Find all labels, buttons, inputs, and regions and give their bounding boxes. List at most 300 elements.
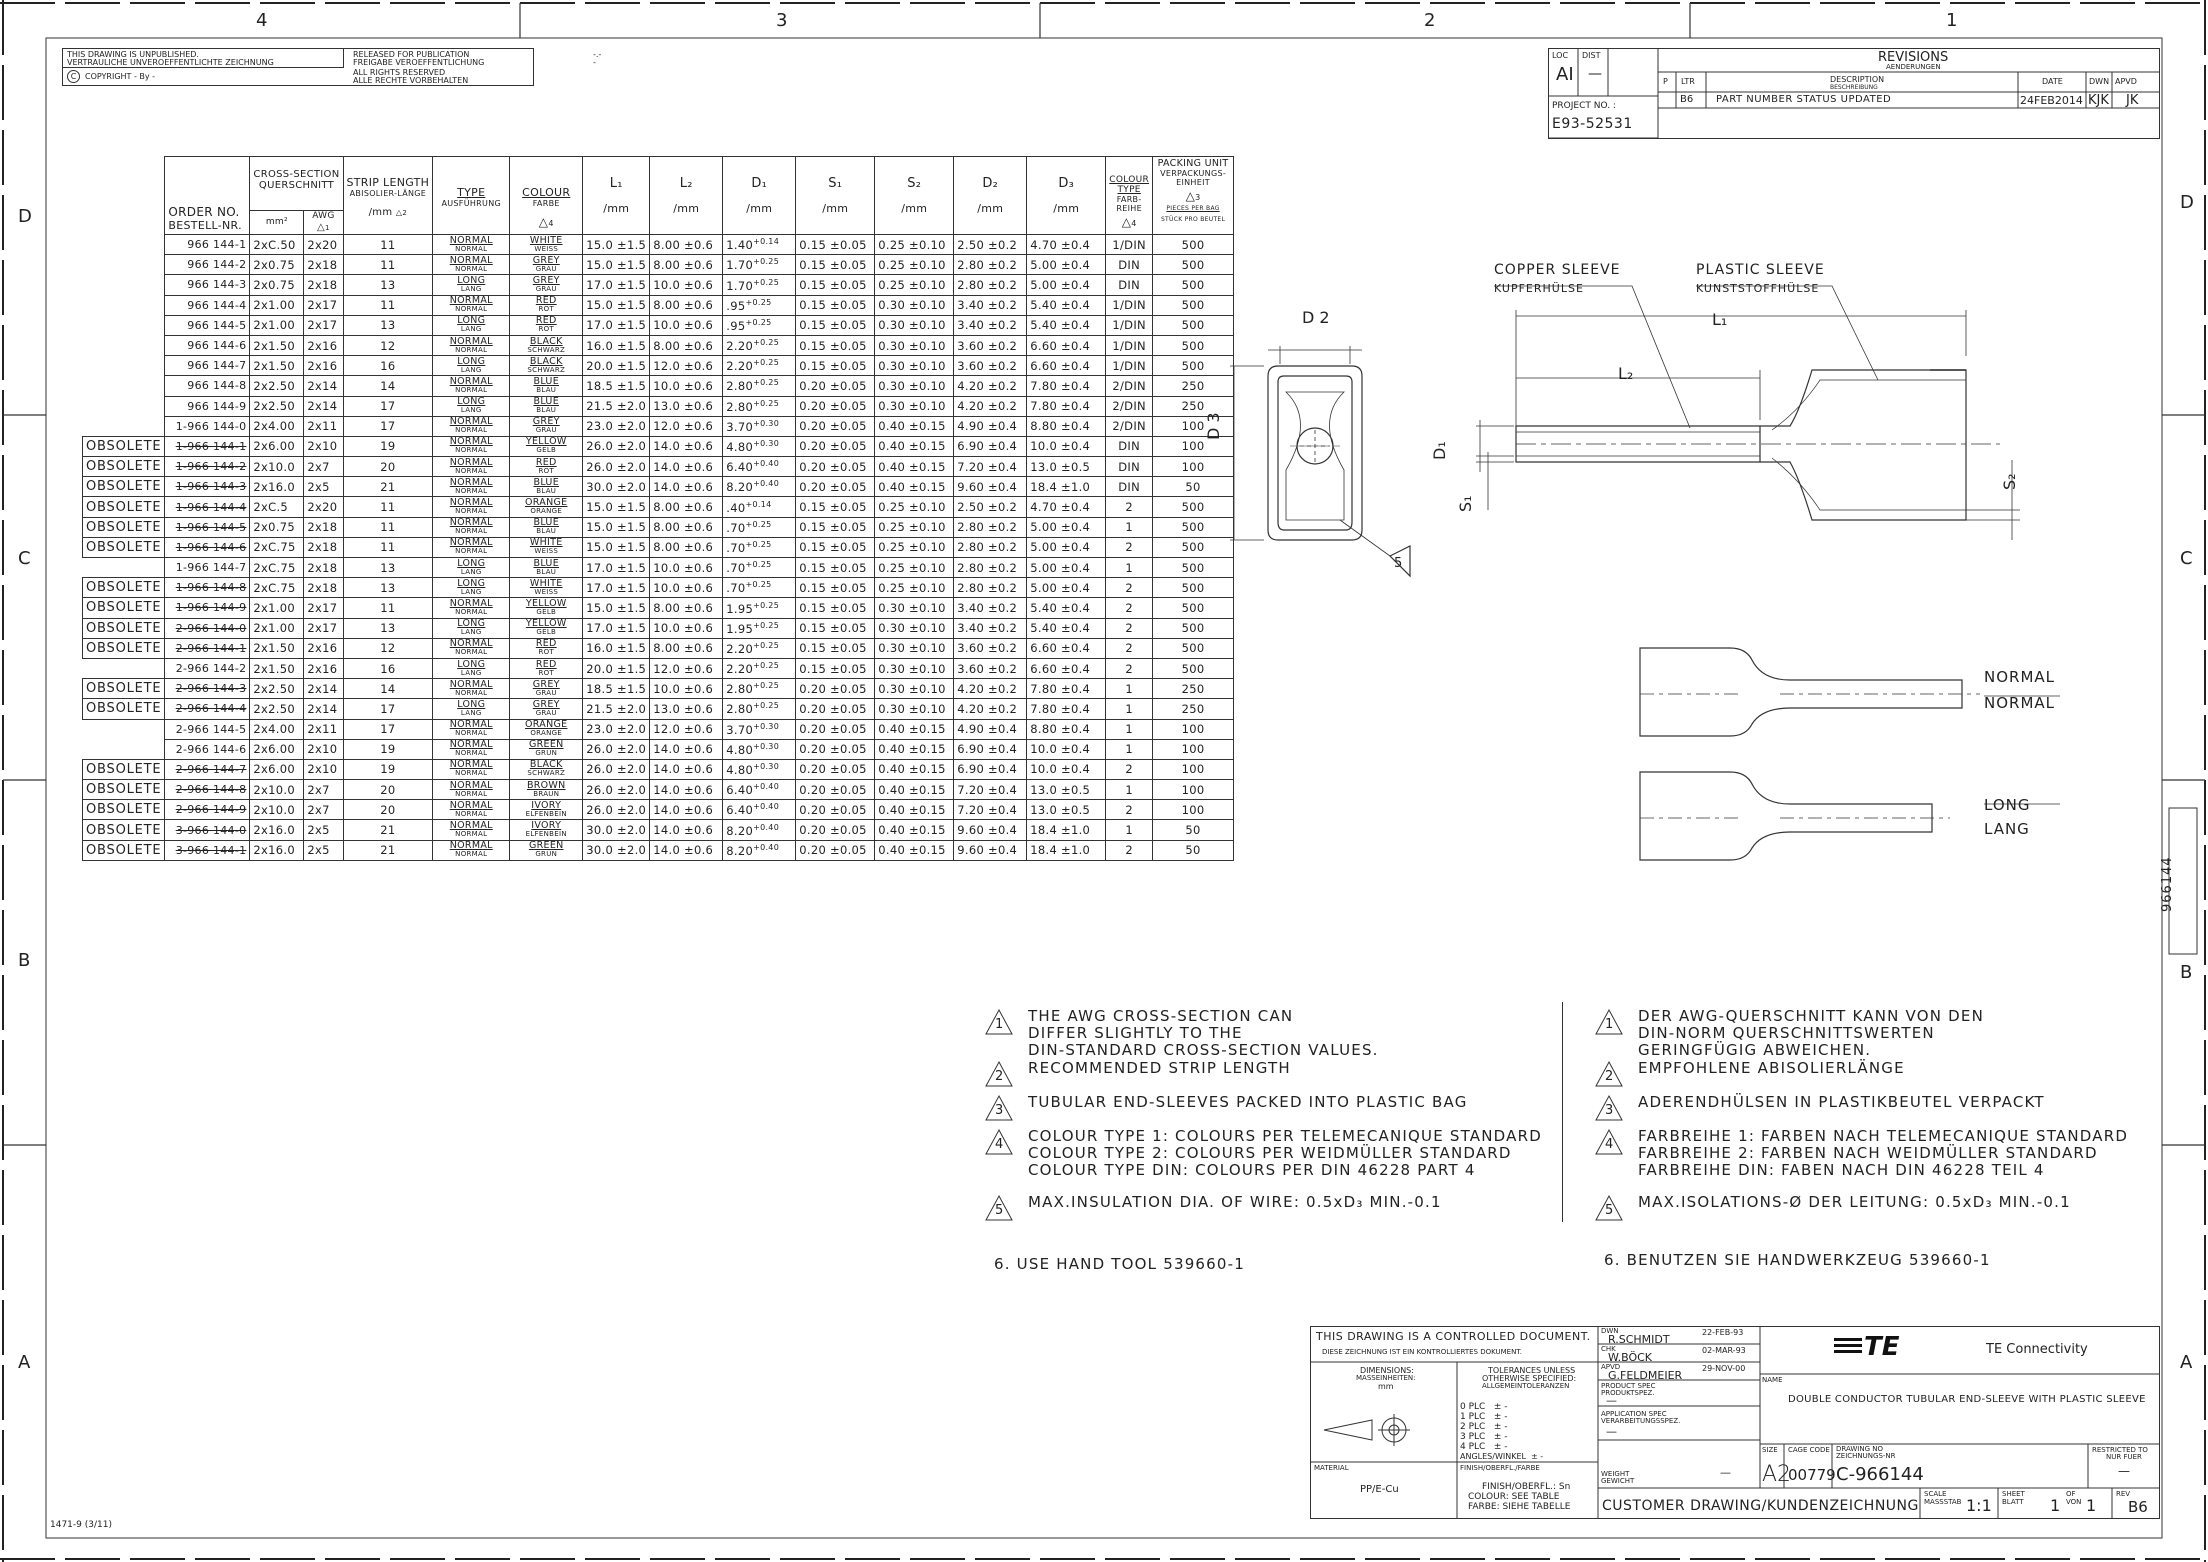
note-line: FARBREIHE DIN: FABEN NACH DIN 46228 TEIL 4 xyxy=(1638,1161,2045,1179)
type-label: NORMAL xyxy=(449,719,493,731)
colour-label-de: GELB xyxy=(536,446,557,455)
type-label-de: NORMAL xyxy=(455,850,488,859)
part-number-rows xyxy=(83,235,1234,861)
strip-length-cell: 16 xyxy=(343,658,433,678)
tolerances-label: TOLERANCES UNLESS xyxy=(1488,1366,1576,1375)
l2-cell: 14.0 ±0.6 xyxy=(650,477,723,497)
order-number-cell: 2-966 144-8 xyxy=(165,780,250,800)
d3-cell: 6.60 ±0.4 xyxy=(1027,638,1106,658)
of-label: OF xyxy=(2066,1490,2076,1498)
strip-length-cell: 17 xyxy=(343,699,433,719)
type-label: LONG xyxy=(457,355,486,367)
unpublished-text-de: VERTRAULICHE UNVEROEFFENTLICHTE ZEICHNUNG xyxy=(67,58,274,67)
hdr-strip: STRIP LENGTH xyxy=(346,176,430,189)
side-tab-label: 966144 xyxy=(2160,856,2175,912)
d1-cell xyxy=(723,598,796,618)
table-row xyxy=(83,759,1234,779)
colour-cell xyxy=(510,820,583,840)
status-cell: OBSOLETE xyxy=(83,618,165,638)
type-label-de: LANG xyxy=(460,325,482,334)
d2-cell: 4.20 ±0.2 xyxy=(954,376,1027,396)
l1-cell: 16.0 ±1.5 xyxy=(583,335,650,355)
strip-length-cell: 14 xyxy=(343,679,433,699)
type-label-de: LANG xyxy=(460,365,482,374)
packing-unit-cell: 250 xyxy=(1153,679,1234,699)
d2-cell: 9.60 ±0.4 xyxy=(954,477,1027,497)
colour-type-cell: 2/DIN xyxy=(1106,416,1153,436)
l1-cell: 26.0 ±2.0 xyxy=(583,436,650,456)
hdr-l2: L₂ xyxy=(679,175,693,191)
colour-cell xyxy=(510,800,583,820)
awg-cell: 2x17 xyxy=(304,598,343,618)
colour-label: GREEN xyxy=(528,840,564,852)
d3-cell: 5.40 ±0.4 xyxy=(1027,618,1106,638)
cross-section-cell: 2x6.00 xyxy=(250,759,304,779)
order-number-cell: 2-966 144-6 xyxy=(165,739,250,759)
zone-label-4: 4 xyxy=(256,10,268,31)
s2-cell: 0.40 ±0.15 xyxy=(875,436,954,456)
d2-cell: 7.20 ±0.4 xyxy=(954,780,1027,800)
note-number: 3 xyxy=(1605,1103,1614,1118)
table-row xyxy=(83,517,1234,537)
finish-value: FINISH/OBERFL.: Sn xyxy=(1482,1482,1571,1492)
status-cell: OBSOLETE xyxy=(83,679,165,699)
l1-cell: 21.5 ±2.0 xyxy=(583,396,650,416)
s2-cell: 0.25 ±0.10 xyxy=(875,558,954,578)
packing-unit-cell: 500 xyxy=(1153,578,1234,598)
dim-s2: S₂ xyxy=(2000,473,2019,490)
colour-label: BLACK xyxy=(529,355,563,367)
type-cell xyxy=(433,457,510,477)
rev-row-ltr: B6 xyxy=(1680,94,1694,105)
order-number-cell: 1-966 144-7 xyxy=(165,558,250,578)
hdr-awg: AWG xyxy=(312,211,335,221)
note-1-icon: △1 xyxy=(317,222,330,233)
l1-cell: 30.0 ±2.0 xyxy=(583,477,650,497)
colour-cell xyxy=(510,477,583,497)
d1-tolerance: +0.25 xyxy=(753,681,780,691)
d1-value: 6.40 xyxy=(726,803,754,818)
packing-unit-cell: 250 xyxy=(1153,396,1234,416)
cross-section-cell: 2x1.50 xyxy=(250,356,304,376)
awg-cell: 2x7 xyxy=(304,800,343,820)
l1-cell: 23.0 ±2.0 xyxy=(583,719,650,739)
l1-cell: 18.5 ±1.5 xyxy=(583,376,650,396)
note-line: THE AWG CROSS-SECTION CAN xyxy=(1028,1007,1294,1025)
hdr-pack-pcs: PIECES PER BAG xyxy=(1166,205,1220,212)
type-label: NORMAL xyxy=(449,335,493,347)
d1-value: 2.80 xyxy=(726,399,754,414)
size-label: SIZE xyxy=(1762,1446,1778,1454)
note-number: 5 xyxy=(995,1203,1004,1218)
awg-cell: 2x18 xyxy=(304,558,343,578)
table-row xyxy=(83,719,1234,739)
awg-cell: 2x17 xyxy=(304,618,343,638)
s1-cell: 0.20 ±0.05 xyxy=(796,739,875,759)
colour-label-de: BLAU xyxy=(536,567,557,576)
s1-cell: 0.20 ±0.05 xyxy=(796,699,875,719)
table-row xyxy=(83,699,1234,719)
released-text-de: FREIGABE VEROEFFENTLICHUNG xyxy=(353,58,485,67)
table-row xyxy=(83,558,1234,578)
type-label-de: NORMAL xyxy=(455,789,488,798)
d2-cell: 3.60 ±0.2 xyxy=(954,638,1027,658)
chk-label: CHK xyxy=(1601,1345,1616,1353)
awg-cell: 2x16 xyxy=(304,356,343,376)
order-number-cell: 966 144-2 xyxy=(165,255,250,275)
d3-cell: 13.0 ±0.5 xyxy=(1027,780,1106,800)
s2-cell: 0.30 ±0.10 xyxy=(875,618,954,638)
table-row xyxy=(83,537,1234,557)
packing-unit-cell: 100 xyxy=(1153,719,1234,739)
colour-type-cell: 1 xyxy=(1106,780,1153,800)
dist-label: DIST xyxy=(1582,51,1601,60)
material-label: MATERIAL xyxy=(1314,1464,1349,1472)
d1-cell xyxy=(723,780,796,800)
d1-value: .70 xyxy=(726,581,746,596)
type-cell xyxy=(433,537,510,557)
colour-label: RED xyxy=(535,295,557,307)
finish-value-3: FARBE: SIEHE TABELLE xyxy=(1468,1502,1571,1512)
type-label-de: NORMAL xyxy=(455,729,488,738)
note-number: 3 xyxy=(995,1103,1004,1118)
l1-cell: 23.0 ±2.0 xyxy=(583,416,650,436)
type-label: NORMAL xyxy=(449,416,493,428)
rev-col-desc: DESCRIPTION xyxy=(1830,75,1885,84)
zone-label-b-left: B xyxy=(18,950,31,971)
status-cell xyxy=(83,739,165,759)
d1-tolerance: +0.30 xyxy=(753,762,780,772)
hdr-d3-unit: /mm xyxy=(1053,201,1080,215)
hdr-ctype: COLOUR TYPE xyxy=(1109,175,1150,195)
l1-cell: 30.0 ±2.0 xyxy=(583,820,650,840)
strip-length-cell: 17 xyxy=(343,719,433,739)
rev-row-desc: PART NUMBER STATUS UPDATED xyxy=(1716,94,1892,105)
d1-value: 4.80 xyxy=(726,762,754,777)
l2-cell: 8.00 ±0.6 xyxy=(650,537,723,557)
d1-tolerance: +0.14 xyxy=(753,237,780,247)
packing-unit-cell: 500 xyxy=(1153,598,1234,618)
d1-tolerance: +0.25 xyxy=(753,378,780,388)
l1-cell: 21.5 ±2.0 xyxy=(583,699,650,719)
dim-l1: L₁ xyxy=(1712,310,1728,329)
d1-cell xyxy=(723,679,796,699)
d1-tolerance: +0.30 xyxy=(753,741,780,751)
colour-label-de: ORANGE xyxy=(530,507,563,516)
cross-section-cell: 2x6.00 xyxy=(250,436,304,456)
packing-unit-cell: 500 xyxy=(1153,356,1234,376)
cross-section-cell: 2x6.00 xyxy=(250,739,304,759)
strip-length-cell: 11 xyxy=(343,295,433,315)
type-label-de: NORMAL xyxy=(455,446,488,455)
s1-cell: 0.20 ±0.05 xyxy=(796,820,875,840)
l1-cell: 30.0 ±2.0 xyxy=(583,840,650,860)
rights-text: ALL RIGHTS RESERVED xyxy=(353,68,446,77)
packing-unit-cell: 100 xyxy=(1153,759,1234,779)
plc-3: 3 PLC ± - xyxy=(1460,1432,1508,1442)
d1-tolerance: +0.40 xyxy=(753,782,780,792)
packing-unit-cell: 100 xyxy=(1153,800,1234,820)
note-line: MAX.INSULATION DIA. OF WIRE: 0.5xD₃ MIN.-0.1 xyxy=(1028,1193,1442,1211)
note-triangle-icon xyxy=(984,1194,1014,1222)
s1-cell: 0.20 ±0.05 xyxy=(796,719,875,739)
s1-cell: 0.20 ±0.05 xyxy=(796,780,875,800)
d1-tolerance: +0.25 xyxy=(753,701,780,711)
colour-type-cell: 1 xyxy=(1106,820,1153,840)
colour-label: BLACK xyxy=(529,335,563,347)
release-date: -.- - xyxy=(593,50,602,67)
colour-label-de: BRAUN xyxy=(533,789,560,798)
colour-label: BLUE xyxy=(533,517,559,529)
colour-type-cell: 2 xyxy=(1106,800,1153,820)
d1-cell xyxy=(723,255,796,275)
controlled-doc-de: DIESE ZEICHNUNG IST EIN KONTROLLIERTES DOKUMENT. xyxy=(1322,1348,1523,1356)
hdr-pack: PACKING UNIT xyxy=(1157,158,1229,169)
type-cell xyxy=(433,658,510,678)
awg-cell: 2x11 xyxy=(304,416,343,436)
material-value: PP/E-Cu xyxy=(1360,1484,1399,1495)
colour-cell xyxy=(510,235,583,255)
packing-unit-cell: 50 xyxy=(1153,477,1234,497)
d1-cell xyxy=(723,235,796,255)
d1-value: 3.70 xyxy=(726,419,754,434)
dim-l2: L₂ xyxy=(1618,364,1634,383)
strip-length-cell: 20 xyxy=(343,780,433,800)
note-triangle-icon xyxy=(1594,1194,1624,1222)
l1-cell: 26.0 ±2.0 xyxy=(583,759,650,779)
d2-cell: 4.90 ±0.4 xyxy=(954,416,1027,436)
type-cell xyxy=(433,396,510,416)
table-row xyxy=(83,477,1234,497)
l2-cell: 10.0 ±0.6 xyxy=(650,376,723,396)
colour-cell xyxy=(510,780,583,800)
l1-cell: 20.0 ±1.5 xyxy=(583,356,650,376)
projection-symbol-icon xyxy=(1316,1410,1416,1450)
cage-value: 00779 xyxy=(1788,1466,1836,1484)
d1-value: 2.80 xyxy=(726,379,754,394)
type-cell xyxy=(433,840,510,860)
table-row xyxy=(83,315,1234,335)
type-label-de: NORMAL xyxy=(455,486,488,495)
colour-label: BLUE xyxy=(533,375,559,387)
colour-cell xyxy=(510,638,583,658)
note-line: FARBREIHE 1: FARBEN NACH TELEMECANIQUE STANDARD xyxy=(1638,1127,2129,1145)
te-logo-text: TE xyxy=(1864,1332,1900,1362)
d1-value: .70 xyxy=(726,561,746,575)
colour-type-cell: 2/DIN xyxy=(1106,376,1153,396)
revisions-block xyxy=(1548,48,2160,138)
order-number-cell: 966 144-9 xyxy=(165,396,250,416)
d3-cell: 10.0 ±0.4 xyxy=(1027,759,1106,779)
colour-type-cell: 1 xyxy=(1106,739,1153,759)
strip-length-cell: 13 xyxy=(343,315,433,335)
type-label: LONG xyxy=(457,557,486,569)
hdr-pack-de: VERPACKUNGS-EINHEIT xyxy=(1160,169,1227,187)
d2-cell: 2.50 ±0.2 xyxy=(954,497,1027,517)
status-cell: OBSOLETE xyxy=(83,436,165,456)
product-spec-value: — xyxy=(1606,1394,1617,1407)
hdr-s1: S₁ xyxy=(828,175,843,191)
colour-type-cell: 2 xyxy=(1106,638,1153,658)
status-cell: OBSOLETE xyxy=(83,578,165,598)
colour-type-cell: 2 xyxy=(1106,759,1153,779)
colour-label: RED xyxy=(535,315,557,327)
cross-section-cell: 2x1.50 xyxy=(250,658,304,678)
colour-label: GREY xyxy=(532,678,560,690)
packing-unit-cell: 500 xyxy=(1153,658,1234,678)
l2-cell: 14.0 ±0.6 xyxy=(650,820,723,840)
cross-section-cell: 2x1.50 xyxy=(250,638,304,658)
loc-label: LOC xyxy=(1552,51,1569,60)
colour-label: IVORY xyxy=(531,799,562,811)
d1-value: 2.80 xyxy=(726,702,754,717)
awg-cell: 2x16 xyxy=(304,638,343,658)
d1-value: 2.20 xyxy=(726,359,754,374)
d1-cell xyxy=(723,840,796,860)
colour-label-de: GELB xyxy=(536,607,557,616)
d1-tolerance: +0.14 xyxy=(745,499,772,509)
loc-value: AI xyxy=(1556,64,1574,85)
type-label: LONG xyxy=(457,274,486,286)
colour-cell xyxy=(510,658,583,678)
sheet-label-de: BLATT xyxy=(2002,1498,2024,1506)
cross-section-cell: 2x1.00 xyxy=(250,618,304,638)
d2-cell: 6.90 ±0.4 xyxy=(954,739,1027,759)
d1-cell xyxy=(723,618,796,638)
note-6-de: 6. BENUTZEN SIE HANDWERKZEUG 539660-1 xyxy=(1604,1251,1991,1269)
s1-cell: 0.20 ±0.05 xyxy=(796,477,875,497)
cross-section-cell: 2x2.50 xyxy=(250,699,304,719)
awg-cell: 2x16 xyxy=(304,658,343,678)
colour-cell xyxy=(510,699,583,719)
s2-cell: 0.30 ±0.10 xyxy=(875,638,954,658)
colour-label: GREY xyxy=(532,416,560,428)
s2-cell: 0.30 ±0.10 xyxy=(875,699,954,719)
type-cell xyxy=(433,477,510,497)
note-line: RECOMMENDED STRIP LENGTH xyxy=(1028,1059,1291,1077)
order-number-cell: 2-966 144-5 xyxy=(165,719,250,739)
d1-value: 3.70 xyxy=(726,722,754,737)
part-number-table xyxy=(82,156,1234,861)
packing-unit-cell: 500 xyxy=(1153,537,1234,557)
rev-col-ltr: LTR xyxy=(1681,77,1695,86)
te-logo xyxy=(1834,1332,1924,1362)
d3-cell: 18.4 ±1.0 xyxy=(1027,820,1106,840)
colour-label: GREEN xyxy=(528,739,564,751)
note-4b-icon: △4 xyxy=(1121,215,1137,229)
d1-tolerance: +0.25 xyxy=(753,640,780,650)
packing-unit-cell: 500 xyxy=(1153,255,1234,275)
status-cell: OBSOLETE xyxy=(83,638,165,658)
status-cell: OBSOLETE xyxy=(83,537,165,557)
l2-cell: 12.0 ±0.6 xyxy=(650,356,723,376)
type-cell xyxy=(433,598,510,618)
type-cell xyxy=(433,618,510,638)
colour-label: RED xyxy=(535,658,557,670)
order-number-cell: 966 144-8 xyxy=(165,376,250,396)
dwg-value: C-966144 xyxy=(1836,1464,1924,1485)
colour-type-cell: DIN xyxy=(1106,255,1153,275)
order-number-cell: 1-966 144-3 xyxy=(165,477,250,497)
plc-4: 4 PLC ± - xyxy=(1460,1442,1508,1452)
type-label: NORMAL xyxy=(449,779,493,791)
plastic-sleeve-label-de: KUNSTSTOFFHÜLSE xyxy=(1696,282,1820,295)
type-cell xyxy=(433,235,510,255)
d1-tolerance: +0.25 xyxy=(753,257,780,267)
colour-label-de: WEISS xyxy=(534,244,559,253)
l2-cell: 12.0 ±0.6 xyxy=(650,719,723,739)
status-cell xyxy=(83,315,165,335)
strip-length-cell: 13 xyxy=(343,578,433,598)
s2-cell: 0.25 ±0.10 xyxy=(875,497,954,517)
order-number-cell: 3-966 144-1 xyxy=(165,840,250,860)
d3-cell: 6.60 ±0.4 xyxy=(1027,356,1106,376)
s2-cell: 0.25 ±0.10 xyxy=(875,578,954,598)
note-line: DIFFER SLIGHTLY TO THE xyxy=(1028,1024,1243,1042)
s2-cell: 0.30 ±0.10 xyxy=(875,658,954,678)
status-cell xyxy=(83,558,165,578)
hdr-d3: D₃ xyxy=(1058,175,1075,191)
finish-value-2: COLOUR: SEE TABLE xyxy=(1468,1492,1560,1502)
d1-cell xyxy=(723,497,796,517)
note-line: EMPFOHLENE ABISOLIERLÄNGE xyxy=(1638,1059,1905,1077)
type-cell xyxy=(433,517,510,537)
d3-cell: 5.00 ±0.4 xyxy=(1027,517,1106,537)
colour-type-cell: 1 xyxy=(1106,558,1153,578)
colour-label-de: GRAU xyxy=(535,688,557,697)
apvd-name: G.FELDMEIER xyxy=(1608,1369,1683,1382)
type-cell xyxy=(433,295,510,315)
d1-cell xyxy=(723,315,796,335)
s1-cell: 0.15 ±0.05 xyxy=(796,598,875,618)
type-label: LONG xyxy=(457,577,486,589)
d1-tolerance: +0.25 xyxy=(753,600,780,610)
d1-value: 8.20 xyxy=(726,480,754,495)
s2-cell: 0.30 ±0.10 xyxy=(875,356,954,376)
colour-label-de: GRAU xyxy=(535,284,557,293)
note-number: 1 xyxy=(1605,1017,1614,1032)
scale-value: 1:1 xyxy=(1966,1496,1992,1515)
d1-cell xyxy=(723,396,796,416)
status-cell xyxy=(83,396,165,416)
type-label: NORMAL xyxy=(449,840,493,852)
plc-1: 1 PLC ± - xyxy=(1460,1412,1508,1422)
hdr-mm2: mm² xyxy=(250,211,304,235)
type-label: NORMAL xyxy=(449,234,493,246)
s2-cell: 0.30 ±0.10 xyxy=(875,679,954,699)
rev-col-apvd: APVD xyxy=(2115,77,2137,86)
part-name: DOUBLE CONDUCTOR TUBULAR END-SLEEVE WITH PLASTIC SLEEVE xyxy=(1788,1394,2146,1405)
d2-cell: 4.20 ±0.2 xyxy=(954,699,1027,719)
d3-cell: 10.0 ±0.4 xyxy=(1027,436,1106,456)
type-label-de: NORMAL xyxy=(455,830,488,839)
order-number-cell: 966 144-6 xyxy=(165,335,250,355)
colour-cell xyxy=(510,840,583,860)
d2-cell: 2.80 ±0.2 xyxy=(954,558,1027,578)
packing-unit-cell: 100 xyxy=(1153,416,1234,436)
d1-cell xyxy=(723,800,796,820)
type-cell xyxy=(433,780,510,800)
plc-angles: ANGLES/WINKEL ± - xyxy=(1460,1452,1544,1461)
colour-label: GREY xyxy=(532,274,560,286)
awg-cell: 2x18 xyxy=(304,578,343,598)
d1-tolerance: +0.30 xyxy=(753,721,780,731)
d2-cell: 9.60 ±0.4 xyxy=(954,820,1027,840)
d1-tolerance: +0.25 xyxy=(745,539,772,549)
dimensions-unit: mm xyxy=(1378,1382,1394,1391)
note-3-icon: △3 xyxy=(1185,189,1201,203)
l2-cell: 10.0 ±0.6 xyxy=(650,618,723,638)
